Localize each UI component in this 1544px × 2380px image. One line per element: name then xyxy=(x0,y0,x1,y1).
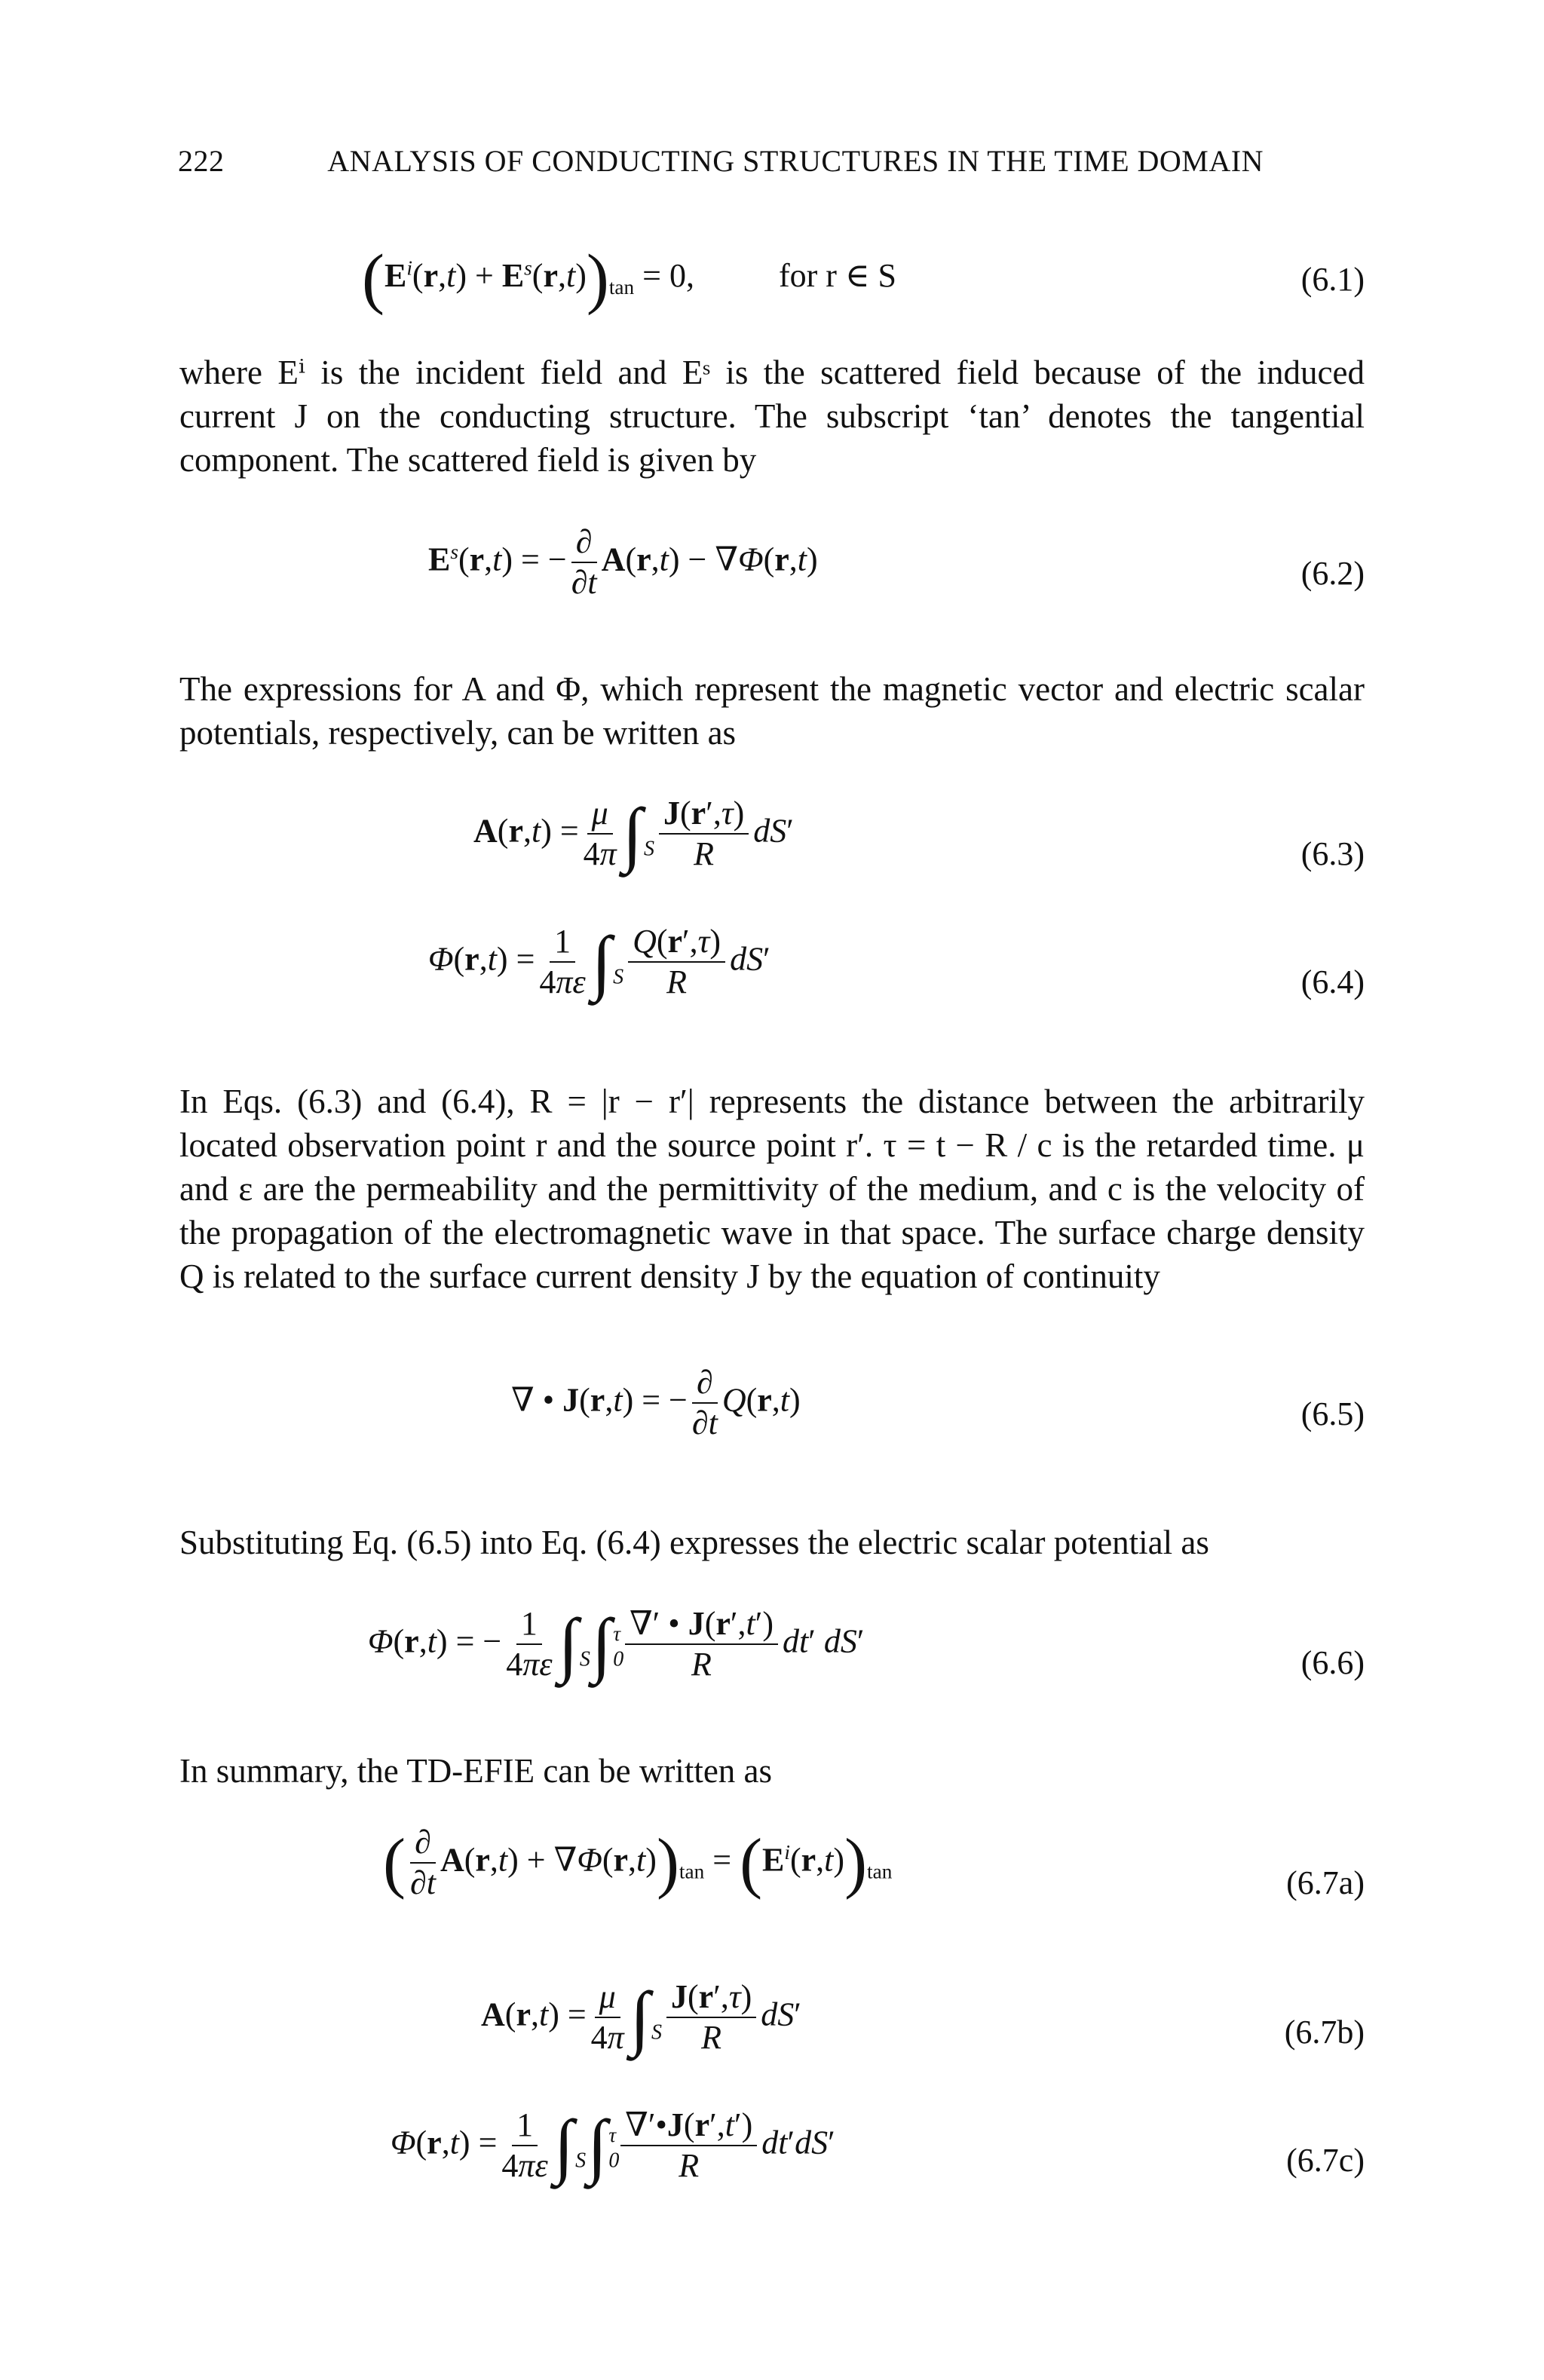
equation-number: (6.3) xyxy=(1300,835,1365,872)
equation-6-2 xyxy=(179,524,1365,622)
equation-6-7a-body: ( $\frac{\partial}{\partial t}$ $A(r,t) + \nabla\Phi(r,t))_{tan} = (E^i(r,t))_{tan}$ xyxy=(383,1824,893,1902)
paragraph: In summary, the TD-EFIE can be written as xyxy=(179,1752,773,1790)
equation-number: (6.2) xyxy=(1300,555,1365,592)
chapter-title: ANALYSIS OF CONDUCTING STRUCTURES IN THE TIME DOMAIN xyxy=(327,144,1264,178)
equation-6-3 xyxy=(179,795,1365,901)
paragraph: where Eⁱ is the incident field and Eˢ is the scattered field because of the induced current J on the conducting structure. The subscript ‘tan’ denotes the tangential component. The scattered field is given by xyxy=(179,354,1365,479)
page-number: 222 xyxy=(178,144,225,178)
equation-number: (6.7a) xyxy=(1286,1864,1365,1901)
equation-number: (6.7b) xyxy=(1284,2014,1365,2051)
equation-6-1-body: $(E^i(r,t) + E^s(r,t))_{tan} = 0$, for r ∈ S xyxy=(362,241,896,316)
equation-6-4 xyxy=(179,921,1365,1029)
equation-6-5-body: ∇ • J(r,t) = − $\frac{\partial}{\partial t}$ Q(r,t) xyxy=(511,1364,801,1442)
equation-6-5 xyxy=(179,1365,1365,1463)
equation-6-7b xyxy=(179,1979,1365,2084)
equation-number: (6.1) xyxy=(1300,261,1365,298)
equation-6-2-body: $E^s(r,t)$ = − $\frac{\partial}{\partial t}$ A(r,t) − ∇Φ(r,t) xyxy=(428,523,818,602)
equation-6-6-body: Φ(r,t) = − $\frac{1}{4\pi\varepsilon}$ $\int_S\int_0^\tau$ $\frac{\nabla' • J(r',t')}{R}$ dt′ dS′ xyxy=(368,1604,865,1685)
equation-number: (6.5) xyxy=(1300,1395,1365,1432)
paragraph: The expressions for A and Φ, which represent the magnetic vector and electric scalar potentials, respectively, can be written as xyxy=(179,670,1365,752)
equation-6-1-condition: for r ∈ S xyxy=(779,257,896,295)
equation-6-1 xyxy=(179,237,1365,320)
equation-6-4-body: Φ(r,t) = $\frac{1}{4\pi\varepsilon}$ $\int_S$ $\frac{Q(r',\tau)}{R}$ dS′ xyxy=(428,921,770,1003)
equation-6-3-body: A(r,t) = $\frac{\mu}{4\pi}$ $\int_S$ $\frac{J(r',\tau)}{R}$ dS′ xyxy=(473,793,794,875)
equation-6-7a xyxy=(179,1824,1365,1930)
equation-number: (6.7c) xyxy=(1286,2142,1365,2179)
equation-6-7c-body: Φ(r,t) = $\frac{1}{4\pi\varepsilon}$ $\int_S\int_0^\tau$ $\frac{\nabla'•J(r',t')}{R}$ dt′dS′ xyxy=(391,2105,835,2186)
equation-6-7c xyxy=(179,2107,1365,2220)
equation-6-6 xyxy=(179,1606,1365,1719)
equation-number: (6.6) xyxy=(1300,1644,1365,1681)
paragraph: In Eqs. (6.3) and (6.4), R = |r − r′| represents the distance between the arbitrarily located observation point r and the source point r′. τ = t − R / c is the retarded time. μ and ε are the permeability and the permittivity of the medium, and c is the velocity of the propagation of the electromagnetic wave in that space. The surface charge density Q is related to the surface current density J by the equation of continuity xyxy=(179,1083,1365,1295)
equation-number: (6.4) xyxy=(1300,963,1365,1000)
equation-6-7b-body: A(r,t) = $\frac{\mu}{4\pi}$ $\int_S$ $\frac{J(r',\tau)}{R}$ dS′ xyxy=(481,1977,801,2058)
running-head xyxy=(178,143,1264,179)
paragraph: Substituting Eq. (6.5) into Eq. (6.4) expresses the electric scalar potential as xyxy=(179,1524,1209,1561)
